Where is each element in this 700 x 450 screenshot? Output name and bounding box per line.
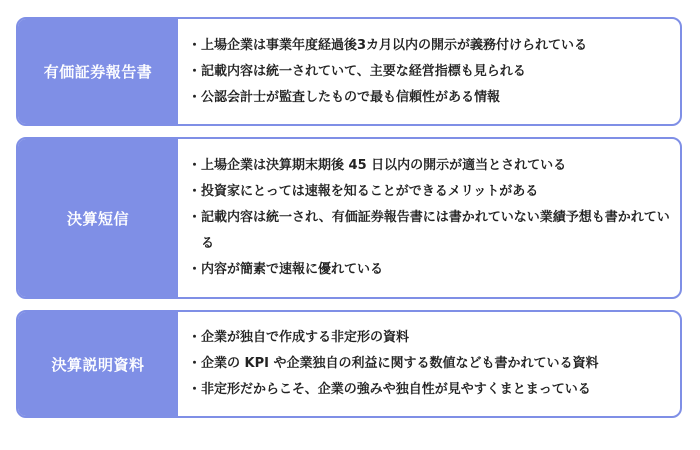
bullet-glyph: ・ bbox=[188, 37, 202, 53]
item-text: 記載内容は統一されていて、主要な経営指標も見られる bbox=[201, 63, 526, 79]
bullet-glyph: ・ bbox=[188, 158, 202, 173]
section-content bbox=[178, 19, 680, 124]
list-item bbox=[188, 153, 672, 179]
item-text: 企業が独自で作成する非定形の資料 bbox=[201, 330, 410, 345]
list-item bbox=[188, 59, 672, 85]
item-text: 記載内容は統一され、有価証券報告書には書かれていない業績予想も書かれている bbox=[201, 210, 670, 251]
bullet-glyph: ・ bbox=[188, 210, 202, 225]
list-item bbox=[188, 351, 672, 377]
section-card-setsumei bbox=[16, 310, 682, 418]
bullet-glyph: ・ bbox=[188, 184, 202, 199]
section-label: 有価証券報告書 bbox=[18, 19, 178, 124]
item-text: 内容が簡素で速報に優れている bbox=[201, 262, 384, 277]
section-label: 決算説明資料 bbox=[18, 312, 178, 416]
list-item bbox=[188, 85, 672, 111]
item-text: 上場企業は事業年度経過後3カ月以内の開示が義務付けられている bbox=[201, 37, 588, 53]
bullet-glyph: ・ bbox=[188, 262, 202, 277]
section-content bbox=[178, 312, 680, 416]
bullet-glyph: ・ bbox=[188, 382, 202, 397]
item-text: 公認会計士が監査したもので最も信頼性がある情報 bbox=[201, 89, 501, 105]
bullet-glyph: ・ bbox=[188, 63, 202, 79]
list-item bbox=[188, 205, 672, 257]
section-card-tanshin bbox=[16, 137, 682, 299]
bullet-glyph: ・ bbox=[188, 89, 202, 105]
section-content bbox=[178, 139, 680, 297]
item-text: 投資家にとっては速報を知ることができるメリットがある bbox=[201, 184, 539, 199]
list-item bbox=[188, 377, 672, 403]
list-item bbox=[188, 257, 672, 283]
item-text: 上場企業は決算期末期後 45 日以内の開示が適当とされている bbox=[201, 158, 567, 173]
list-item bbox=[188, 33, 672, 59]
list-item bbox=[188, 179, 672, 205]
bullet-glyph: ・ bbox=[188, 330, 202, 345]
section-label: 決算短信 bbox=[18, 139, 178, 297]
bullet-glyph: ・ bbox=[188, 356, 202, 371]
list-item bbox=[188, 325, 672, 351]
item-text: 企業の KPI や企業独自の利益に関する数値なども書かれている資料 bbox=[201, 356, 599, 371]
section-card-yuho bbox=[16, 17, 682, 126]
item-text: 非定形だからこそ、企業の強みや独自性が見やすくまとまっている bbox=[201, 382, 591, 397]
